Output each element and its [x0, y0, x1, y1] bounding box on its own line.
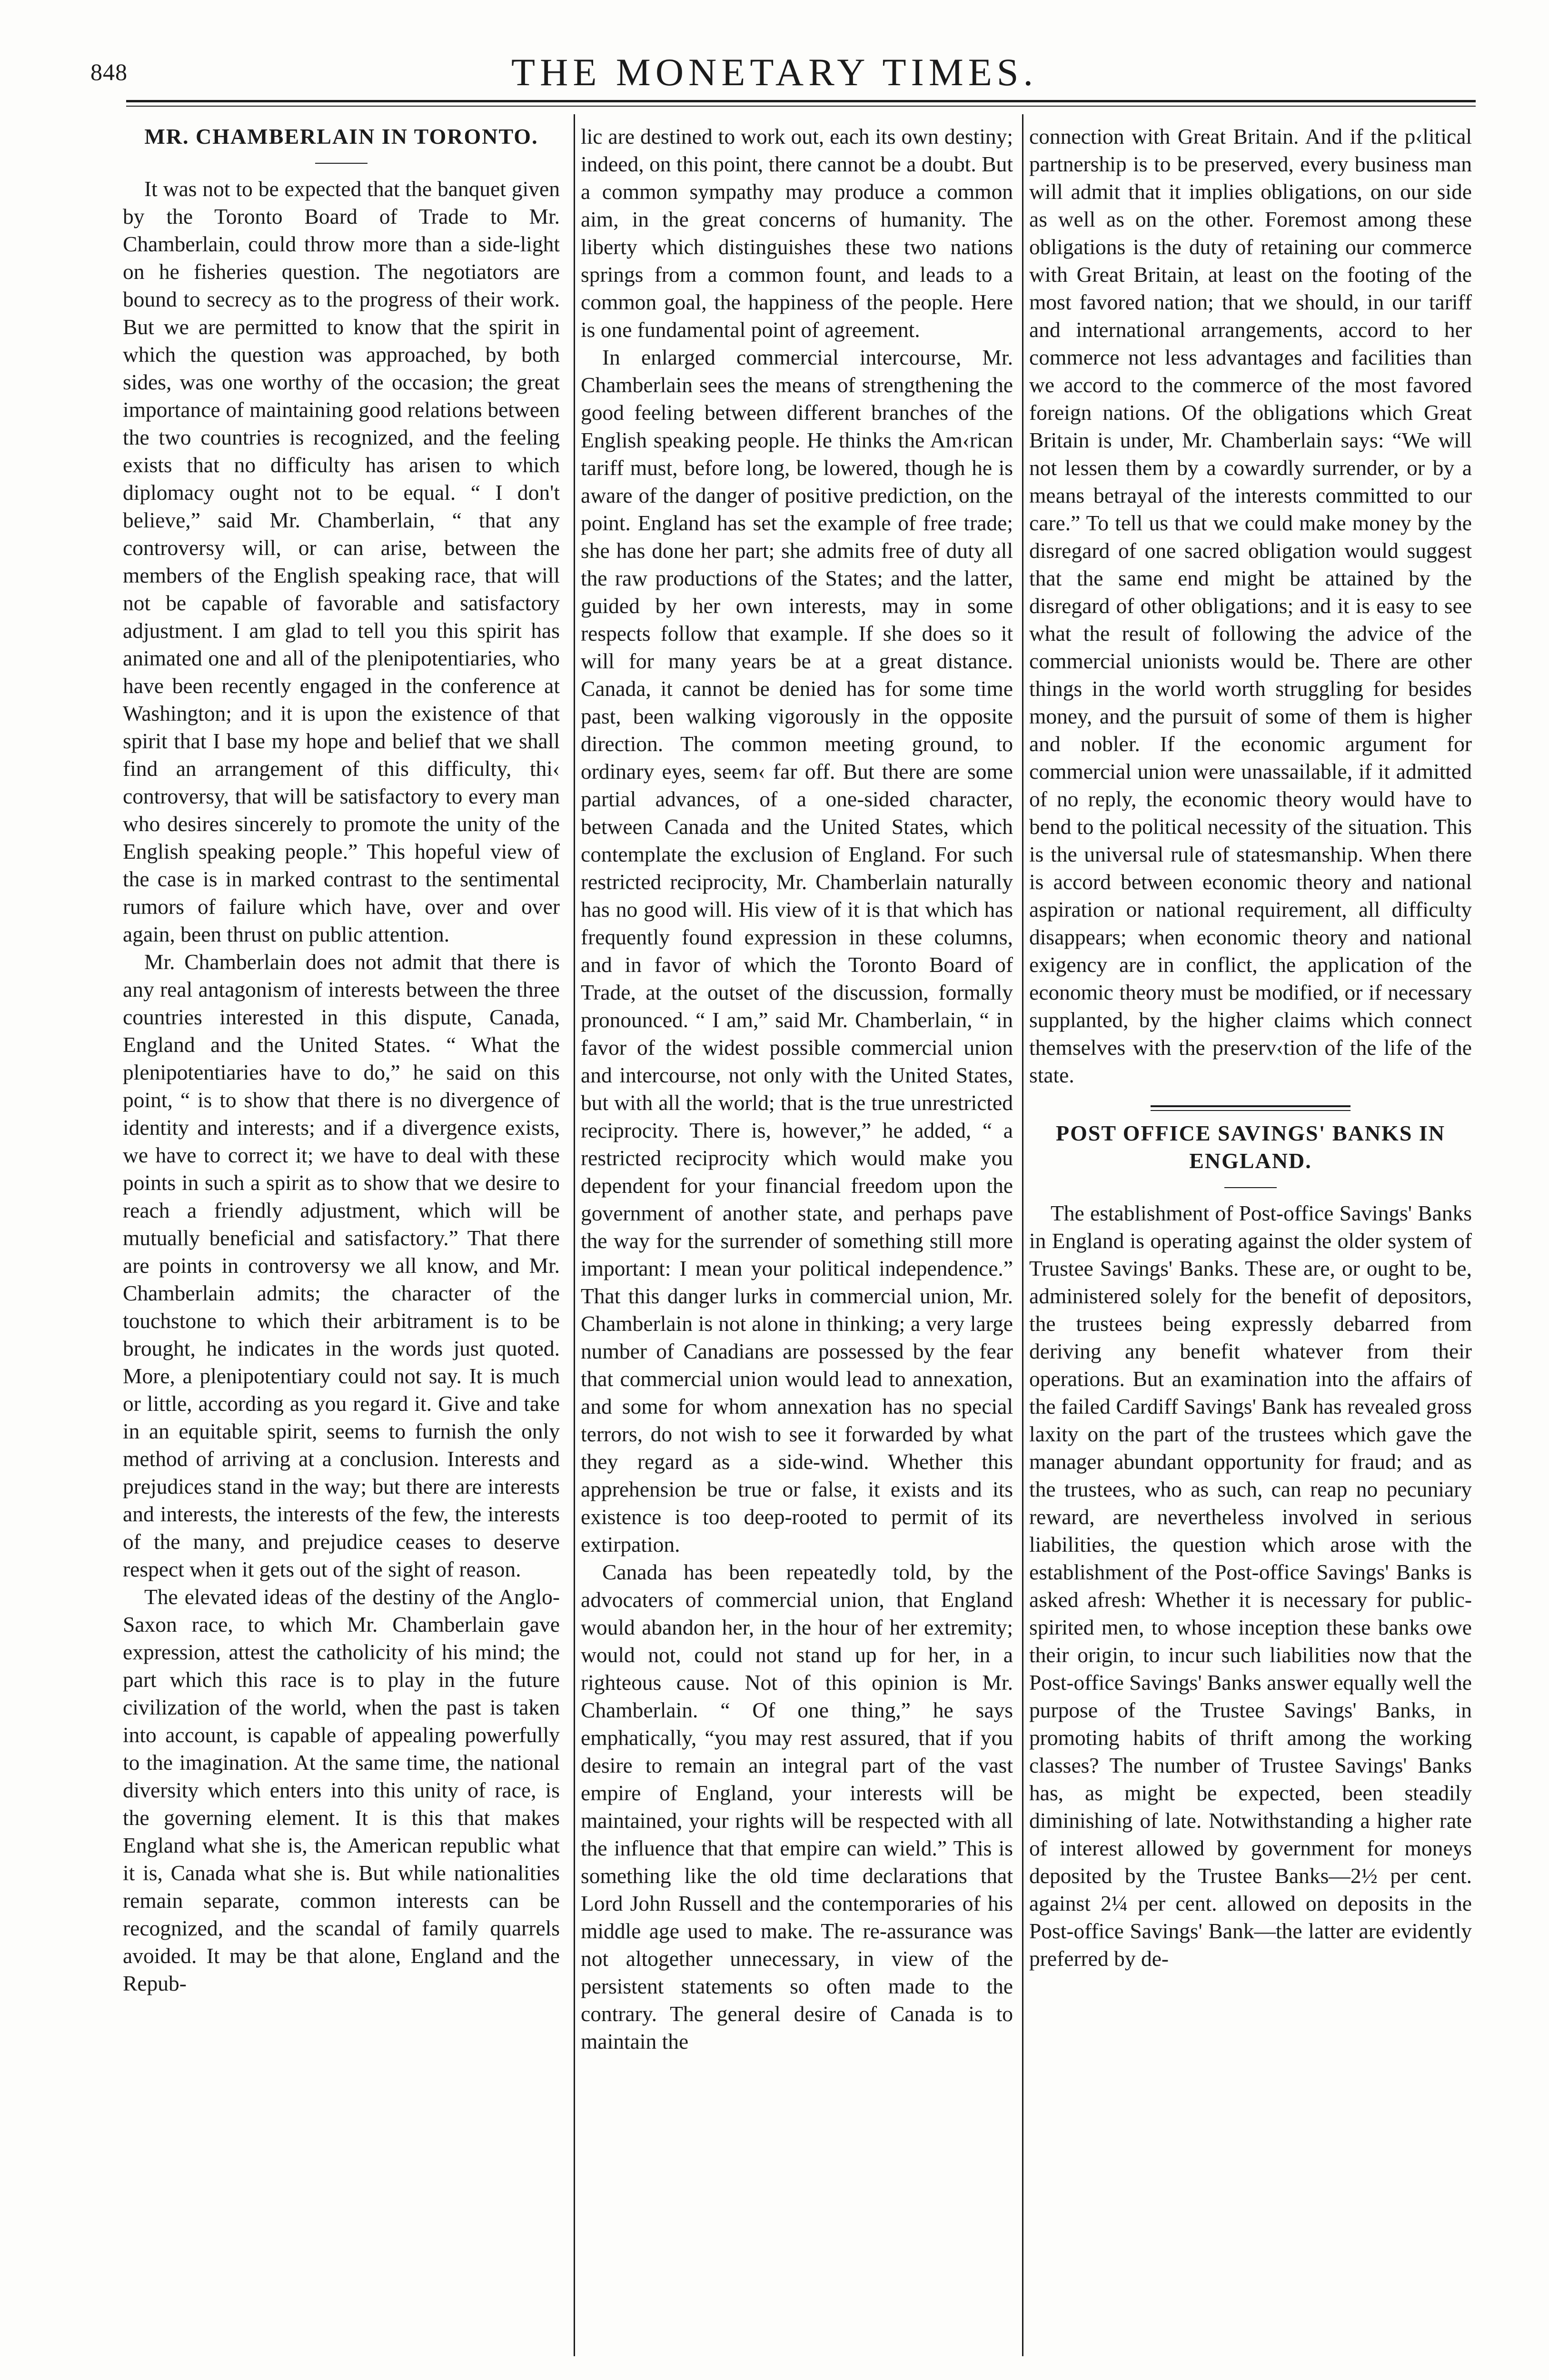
- article-separator: [1151, 1105, 1350, 1111]
- article-paragraph: Mr. Chamberlain does not admit that there is any real antagonism of interests between the three countries interested in this dispute, Canada, England and the United States. “ What the plenipotentiaries have to do,” he said on this point, “ is to show that there is no divergence of identity and interests; and if a divergence exists, we have to correct it; we have to deal with these points in such a spirit as to show that we desire to reach a friendly adjustment, which will be mutually beneficial and satisfactory.” That there are points in controversy we all know, and Mr. Chamberlain admits; the character of the touchstone to which their arbitrament is to be brought, he indicates in the words just quoted. More, a plenipotentiary could not say. It is much or little, according as you regard it. Give and take in an equitable spirit, seems to furnish the only method of arriving at a conclusion. Interests and prejudices stand in the way; but there are interests and interests, the interests of the few, the interests of the many, and prejudice ceases to deserve respect when it gets out of the sight of reason.: [123, 950, 560, 1581]
- article-paragraph: In enlarged commercial intercourse, Mr. Chamberlain sees the means of strengthening the good feeling between different branches of the English speaking people. He thinks the Am‹rican tariff must, before long, be lowered, though he is aware of the danger of positive prediction, on the point. England has set the example of free trade; she has done her part; she admits free of duty all the raw productions of the States; and the latter, guided by her own interests, may in some respects follow that example. If she does so it will for many years be at a great distance. Canada, it cannot be denied has for some time past, been walking vigorously in the opposite direction. The common meeting ground, to ordinary eyes, seem‹ far off. But there are some partial advances, of a one-sided character, between Canada and the United States, which contemplate the exclusion of England. For such restricted reciprocity, Mr. Chamberlain naturally has no good will. His view of it is that which has frequently found expression in these columns, and in favor of which the Toronto Board of Trade, at the outset of the discussion, formally pronounced. “ I am,” said Mr. Chamberlain, “ in favor of the widest possible commercial union and intercourse, not only with the United States, but with all the world; that is the true unrestricted reciprocity. There is, however,” he added, “ a restricted reciprocity which would make you dependent for your financial freedom upon the government of another state, and perhaps pave the way for the surrender of something still more important: I mean your political independence.” That this danger lurks in commercial union, Mr. Chamberlain is not alone in thinking; a very large number of Canadians are possessed by the fear that commercial union would lead to annexation, and some for whom annexation has no special terrors, do not wish to see it forwarded by what they regard as a side-wind. Whether this apprehension be true or false, it exists and its existence is too deep-rooted to permit of its extirpation.: [581, 345, 1013, 1557]
- article-headline-chamberlain: MR. CHAMBERLAIN IN TORONTO.: [144, 124, 538, 149]
- publication-title: THE MONETARY TIMES.: [511, 50, 1038, 94]
- article-paragraph: The establishment of Post-office Savings' Banks in England is operating against the older system of Trustee Savings' Banks. These are, or ought to be, administered solely for the benefit of depositors, the trustees being expressly debarred from deriving any benefit whatever from their operations. But an examination into the affairs of the failed Cardiff Savings' Bank has revealed gross laxity on the part of the trustees which gave the manager abundant opportunity for fraud; and as the trustees, who as such, can reap no pecuniary reward, are nevertheless involved in serious liabilities, the question which arose with the establishment of the Post-office Savings' Banks is asked afresh: Whether it is necessary for public-spirited men, to whose inception these banks owe their origin, to incur such liabilities now that the Post-office Savings' Banks answer equally well the purpose of the Trustee Savings' Banks, in promoting habits of thrift among the working classes? The number of Trustee Savings' Banks has, as might be expected, been steadily diminishing of late. Notwithstanding a higher rate of interest allowed by government for moneys deposited by the Trustee Banks—2½ per cent. against 2¼ per cent. allowed on deposits in the Post-office Savings' Bank—the latter are evidently preferred by de-: [1029, 1201, 1472, 1971]
- page-number: 848: [90, 59, 128, 85]
- headline-rule: [315, 163, 367, 164]
- article-paragraph: connection with Great Britain. And if the p‹litical partnership is to be preserved, every business man will admit that it implies obligations, on our side as well as on the other. Foremost among these obligations is the duty of retaining our commerce with Great Britain, at least on the footing of the most favored nation; that we should, in our tariff and international arrangements, accord to her commerce not less advantages and facilities than we accord to the commerce of the most favored foreign nations. Of the obligations which Great Britain is under, Mr. Chamberlain says: “We will not lessen them by a cowardly surrender, or by a means betrayal of the interests committed to our care.” To tell us that we could make money by the disregard of one sacred obligation would suggest that the same end might be attained by the disregard of other obligations; and it is easy to see what the result of following the advice of the commercial unionists would be. There are other things in the world worth struggling for besides money, and the pursuit of some of them is higher and nobler. If the economic argument for commercial union were unassailable, if it admitted of no reply, the economic theory would have to bend to the political necessity of the situation. This is the universal rule of statesmanship. When there is accord between economic theory and national aspiration or national requirement, all difficulty disappears; when economic theory and national exigency are in conflict, the application of the economic theory must be modified, or if necessary supplanted, by the higher claims which connect themselves with the preserv‹tion of the life of the state.: [1029, 124, 1472, 1087]
- article-headline-savings-banks: POST OFFICE SAVINGS' BANKS IN ENGLAND.: [1055, 1121, 1446, 1173]
- article-paragraph: lic are destined to work out, each its own destiny; indeed, on this point, there cannot be a doubt. But a common sympathy may produce a common aim, in the great concerns of humanity. The liberty which distinguishes these two nations springs from a common fount, and leads to a common goal, the happiness of the people. Here is one fundamental point of agreement.: [581, 124, 1013, 342]
- header-rule-thick: [126, 100, 1476, 102]
- header-rule-thin: [126, 106, 1476, 107]
- column-1: [123, 123, 560, 2355]
- headline-rule: [1224, 1187, 1277, 1188]
- article-paragraph: It was not to be expected that the banquet given by the Toronto Board of Trade to Mr. Chamberlain, could throw more than a side-light on he fisheries question. The negotiators are bound to secrecy as to the progress of their work. But we are permitted to know that the spirit in which the question was approached, by both sides, was one worthy of the occasion; the great importance of maintaining good relations between the two countries is recognized, and the feeling exists that no difficulty has arisen to which diplomacy ought not to be equal. “ I don't believe,” said Mr. Chamberlain, “ that any controversy will, or can arise, between the members of the English speaking race, that will not be capable of favorable and satisfactory adjustment. I am glad to tell you this spirit has animated one and all of the plenipotentiaries, who have been recently engaged in the conference at Washington; and it is upon the existence of that spirit that I base my hope and belief that we shall find an arrangement of this difficulty, thi‹ controversy, that will be satisfactory to every man who desires sincerely to promote the unity of the English speaking people.” This hopeful view of the case is in marked contrast to the sentimental rumors of failure which have, over and over again, been thrust on public attention.: [123, 177, 560, 946]
- column-2: [581, 123, 1013, 2355]
- article-paragraph: The elevated ideas of the destiny of the Anglo-Saxon race, to which Mr. Chamberlain gave expression, attest the catholicity of his mind; the part which this race is to play in the future civilization of the world, when the past is taken into account, is capable of appealing powerfully to the imagination. At the same time, the national diversity which enters into this unity of race, is the governing element. It is this that makes England what she is, the American republic what it is, Canada what she is. But while nationalities remain separate, common interests can be recognized, and the scandal of family quarrels avoided. It may be that alone, England and the Repub-: [123, 1585, 560, 1995]
- column-divider-1: [574, 114, 575, 2356]
- column-3: [1029, 123, 1472, 2355]
- article-paragraph: Canada has been repeatedly told, by the advocaters of commercial union, that England would abandon her, in the hour of her extremity; would not, could not stand up for her, in a righteous cause. Not of this opinion is Mr. Chamberlain. “ Of one thing,” he says emphatically, “you may rest assured, that if you desire to remain an integral part of the vast empire of England, your interests will be maintained, your rights will be respected with all the influence that that empire can wield.” This is something like the old time declarations that Lord John Russell and the contemporaries of his middle age used to make. The re-assurance was not altogether unnecessary, in view of the persistent statements so often made to the contrary. The general desire of Canada is to maintain the: [581, 1560, 1013, 2053]
- column-divider-2: [1022, 114, 1023, 2356]
